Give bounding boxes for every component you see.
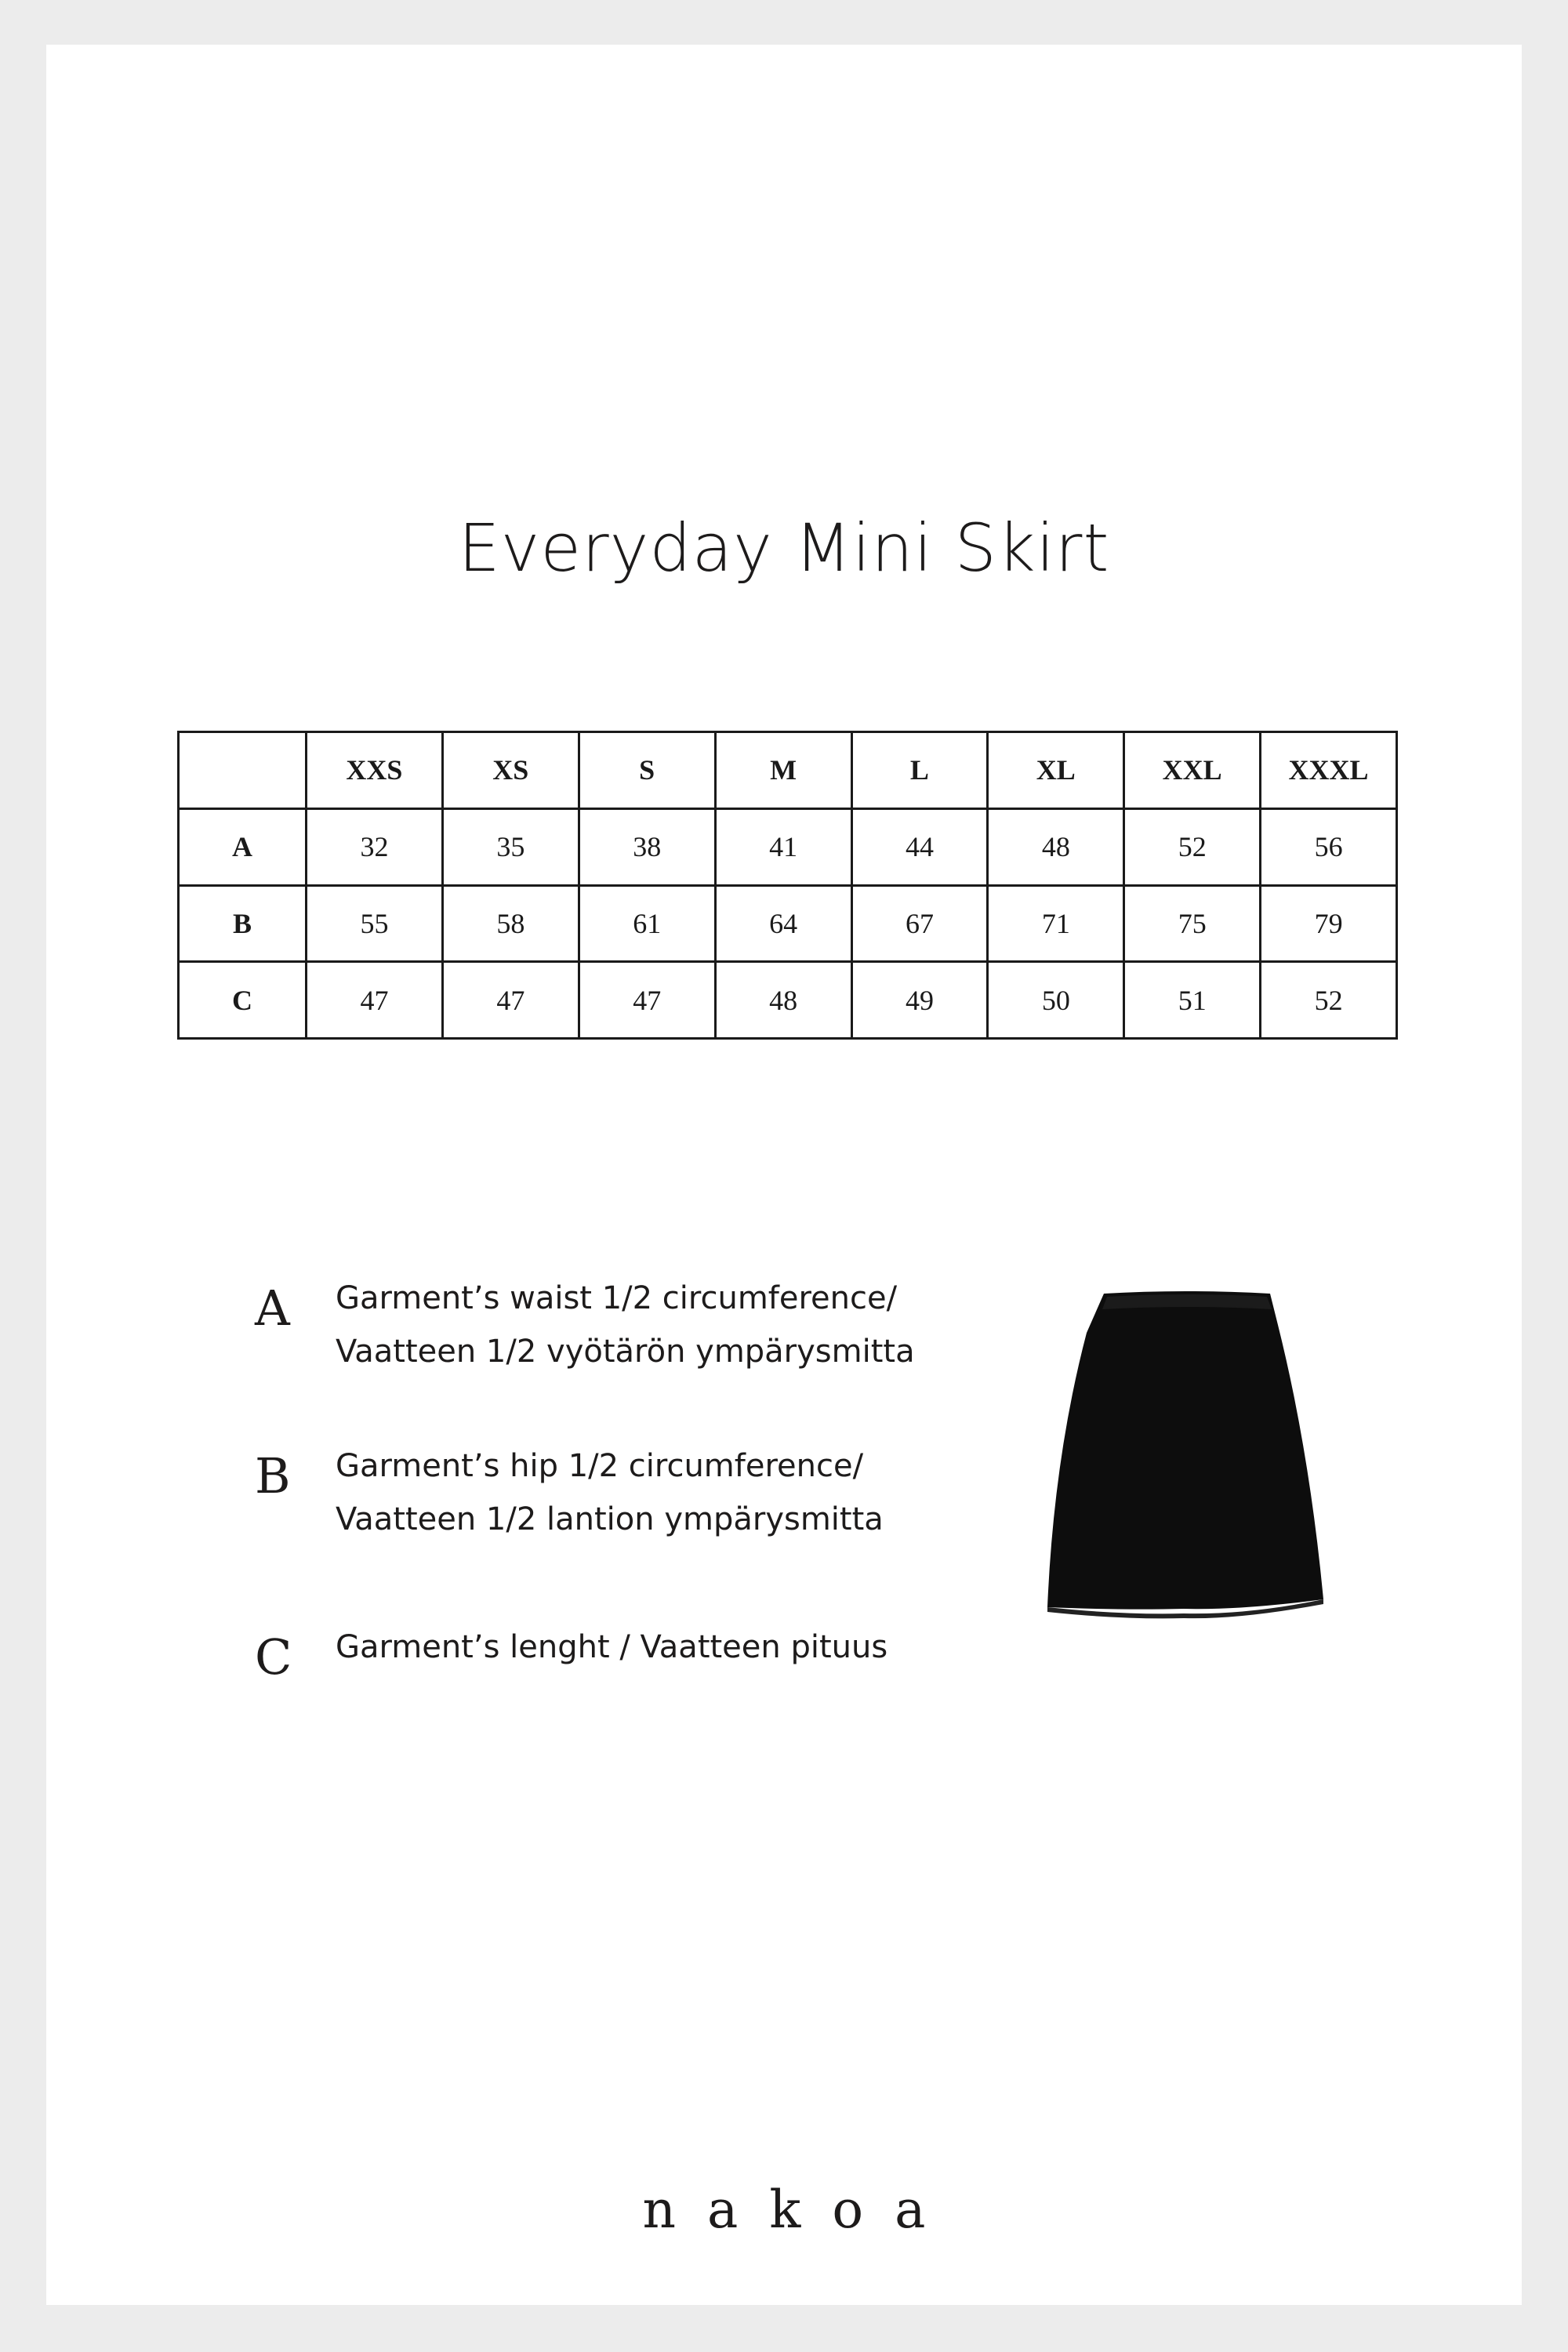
table-cell: 44 — [851, 808, 988, 885]
legend-description — [336, 1621, 887, 1674]
table-cell: 64 — [715, 885, 851, 962]
table-cell: 50 — [988, 962, 1124, 1039]
table-header-row — [179, 732, 1397, 809]
table-cell: 55 — [307, 885, 443, 962]
legend-line: Garment’s hip 1/2 circumference/ — [336, 1448, 864, 1484]
legend-line: Garment’s lenght / Vaatteen pituus — [336, 1629, 888, 1665]
table-cell: 35 — [442, 808, 579, 885]
size-header: XXL — [1124, 732, 1261, 809]
page-title: Everyday Mini Skirt — [458, 510, 1110, 586]
table-cell: 38 — [579, 808, 715, 885]
size-guide-card — [46, 45, 1522, 2305]
table-cell: 67 — [851, 885, 988, 962]
size-header: XL — [988, 732, 1124, 809]
legend-description — [336, 1439, 884, 1546]
row-label: A — [179, 808, 307, 885]
row-label: C — [179, 962, 307, 1039]
size-header: L — [851, 732, 988, 809]
table-row — [179, 885, 1397, 962]
table-cell: 47 — [579, 962, 715, 1039]
table-cell: 51 — [1124, 962, 1261, 1039]
table-cell: 48 — [715, 962, 851, 1039]
table-cell: 47 — [442, 962, 579, 1039]
table-cell: 58 — [442, 885, 579, 962]
brand-logo: nakoa — [642, 2180, 957, 2240]
legend-description — [336, 1272, 915, 1378]
legend-line: Vaatteen 1/2 lantion ympärysmitta — [336, 1501, 884, 1537]
table-cell: 48 — [988, 808, 1124, 885]
size-table — [177, 731, 1398, 1040]
size-header: M — [715, 732, 851, 809]
table-cell: 47 — [307, 962, 443, 1039]
table-cell: 75 — [1124, 885, 1261, 962]
table-cell: 56 — [1261, 808, 1397, 885]
table-cell: 61 — [579, 885, 715, 962]
mini-skirt-icon — [1043, 1286, 1333, 1631]
table-cell: 52 — [1124, 808, 1261, 885]
size-header: S — [579, 732, 715, 809]
legend-letter: B — [255, 1447, 291, 1504]
legend-line: Vaatteen 1/2 vyötärön ympärysmitta — [336, 1334, 915, 1370]
table-cell: 71 — [988, 885, 1124, 962]
table-cell: 41 — [715, 808, 851, 885]
size-header: XXS — [307, 732, 443, 809]
legend-letter: A — [255, 1279, 290, 1337]
table-cell: 32 — [307, 808, 443, 885]
size-header: XXXL — [1261, 732, 1397, 809]
table-cell: 49 — [851, 962, 988, 1039]
table-cell: 79 — [1261, 885, 1397, 962]
table-cell: 52 — [1261, 962, 1397, 1039]
table-corner-cell — [179, 732, 307, 809]
size-header: XS — [442, 732, 579, 809]
legend-line: Garment’s waist 1/2 circumference/ — [336, 1280, 898, 1316]
table-row — [179, 962, 1397, 1039]
legend-letter: C — [255, 1628, 292, 1686]
row-label: B — [179, 885, 307, 962]
table-row — [179, 808, 1397, 885]
